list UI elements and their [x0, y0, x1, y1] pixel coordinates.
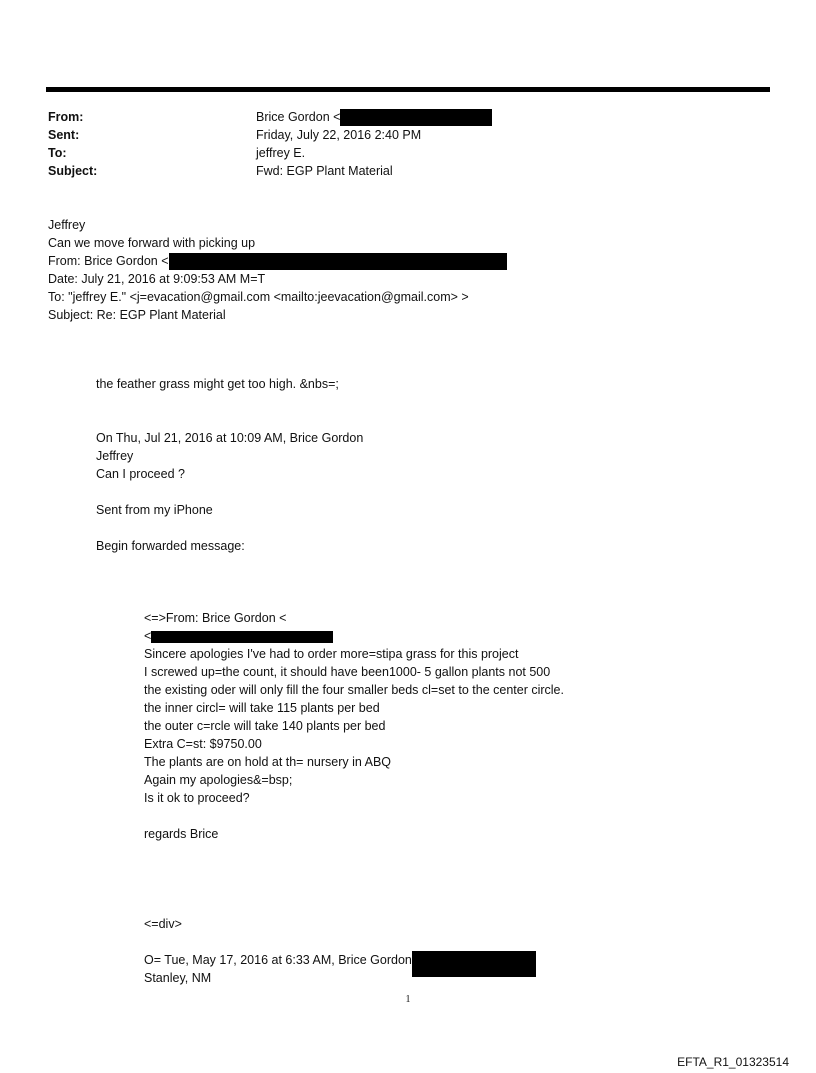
page-number: 1 — [405, 994, 411, 1005]
to-label: To: — [48, 146, 67, 160]
body-line: Can I proceed ? — [96, 467, 185, 481]
from-name: Brice Gordon < — [256, 110, 341, 124]
body-line: Date: July 21, 2016 at 9:09:53 AM M=T — [48, 272, 266, 286]
body-line: Jeffrey — [96, 449, 134, 463]
body-line: To: "jeffrey E." <j=evacation@gmail.com <mailto:jeevacation@gmail.com> > — [48, 290, 469, 304]
forward-email-prefix: < — [144, 629, 152, 643]
header-rule — [46, 87, 770, 92]
body-line: Stanley, NM — [144, 971, 212, 985]
body-line: Extra C=st: $9750.00 — [144, 737, 262, 751]
body-line — [144, 951, 564, 969]
body-line: regards Brice — [144, 827, 219, 841]
redaction-block — [340, 109, 492, 126]
body-line: Begin forwarded message: — [96, 539, 245, 553]
redaction-block — [412, 951, 536, 977]
bates-number: EFTA_R1_01323514 — [677, 1055, 789, 1069]
body-line: <=>From: Brice Gordon < — [144, 611, 287, 625]
body-line: the feather grass might get too high. &nbs=; — [96, 377, 339, 391]
body-line: the outer c=rcle will take 140 plants per bed — [144, 719, 386, 733]
body-mid — [96, 375, 363, 555]
body-line: Jeffrey — [48, 218, 86, 232]
forwarded-message — [144, 609, 564, 987]
body-line — [48, 252, 507, 270]
body-line: the existing oder will only fill the four smaller beds cl=set to the center circle. — [144, 683, 564, 697]
sent-label: Sent: — [48, 128, 80, 142]
subject-label: Subject: — [48, 164, 98, 178]
redaction-block — [151, 631, 333, 643]
body-line — [144, 627, 564, 645]
body-line: Subject: Re: EGP Plant Material — [48, 308, 226, 322]
earlier-message-line: O= Tue, May 17, 2016 at 6:33 AM, Brice Gordon — [144, 953, 412, 967]
body-line: I screwed up=the count, it should have been1000- 5 gallon plants not 500 — [144, 665, 551, 679]
body-line: The plants are on hold at th= nursery in ABQ — [144, 755, 392, 769]
sent-value: Friday, July 22, 2016 2:40 PM — [256, 128, 422, 142]
body-line: Can we move forward with picking up — [48, 236, 256, 250]
from-label: From: — [48, 110, 84, 124]
from-value — [256, 108, 492, 126]
body-line: On Thu, Jul 21, 2016 at 10:09 AM, Brice Gordon — [96, 431, 364, 445]
forward-from: From: Brice Gordon < — [48, 254, 169, 268]
redaction-block — [169, 253, 507, 270]
subject-value: Fwd: EGP Plant Material — [256, 164, 393, 178]
body-line: Is it ok to proceed? — [144, 791, 250, 805]
body-line: Sent from my iPhone — [96, 503, 213, 517]
body-top — [48, 216, 507, 324]
to-value: jeffrey E. — [256, 146, 306, 160]
body-line: the inner circl= will take 115 plants per bed — [144, 701, 380, 715]
body-line: Again my apologies&=bsp; — [144, 773, 293, 787]
body-line: <=div> — [144, 917, 182, 931]
body-line: Sincere apologies I've had to order more=stipa grass for this project — [144, 647, 519, 661]
